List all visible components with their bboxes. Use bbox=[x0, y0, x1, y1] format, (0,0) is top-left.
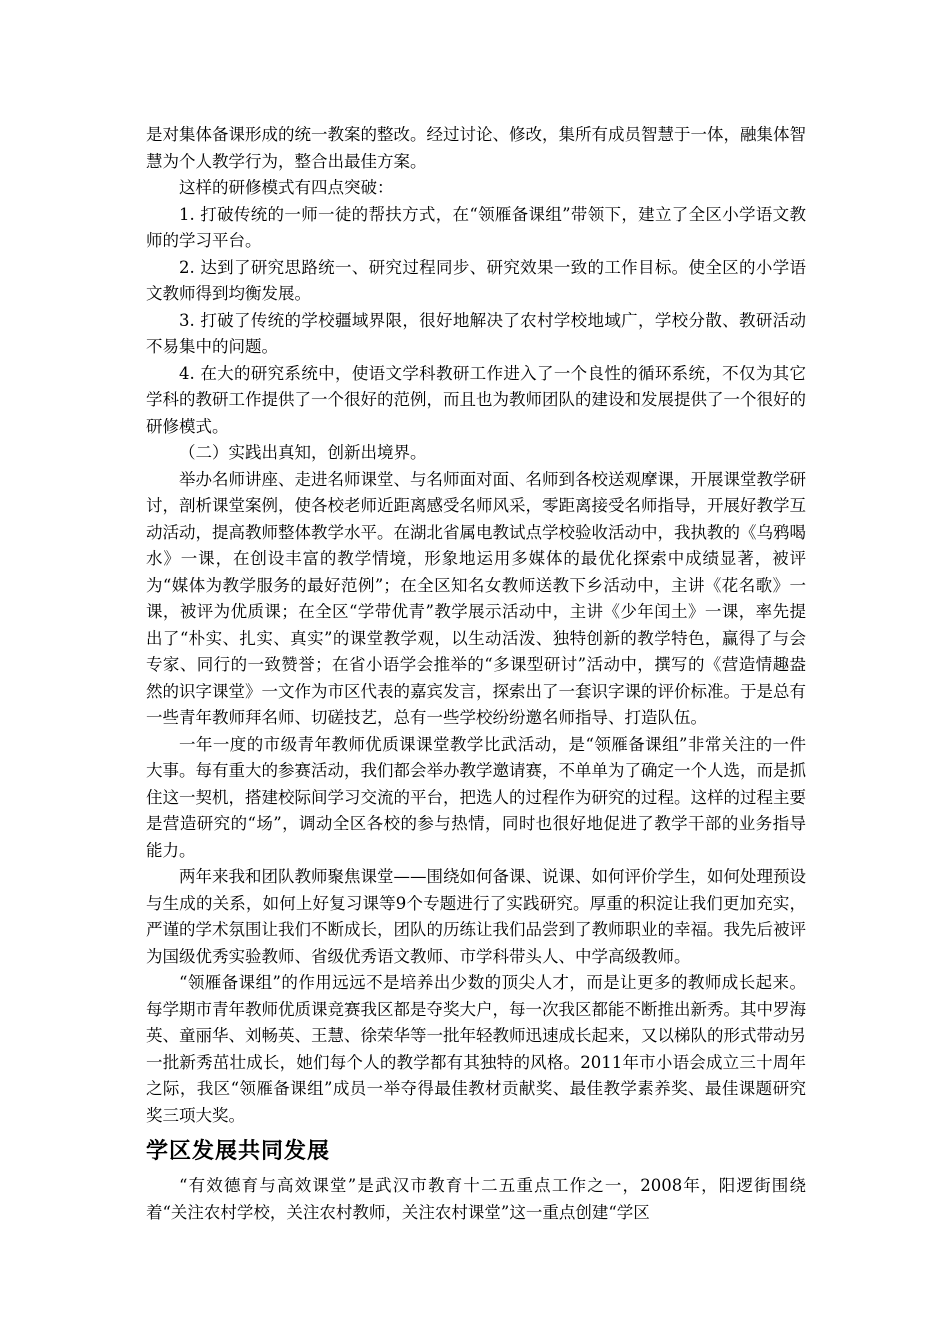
paragraph: 是对集体备课形成的统一教案的整改。经过讨论、修改，集所有成员智慧于一体，融集体智慧为个人教学行为，整合出最佳方案。 bbox=[146, 125, 806, 171]
document-page bbox=[146, 122, 806, 1226]
paragraph: 3. 打破了传统的学校疆域界限，很好地解决了农村学校地域广，学校分散、教研活动不易集中的问题。 bbox=[146, 310, 806, 356]
section-heading: 学区发展共同发展 bbox=[146, 1139, 331, 1164]
paragraph: 这样的研修模式有四点突破： bbox=[179, 178, 394, 197]
paragraph: “领雁备课组”的作用远远不是培养出少数的顶尖人才，而是让更多的教师成长起来。每学期市青年教师优质课竞赛我区都是夺奖大户，每一次我区都能不断推出新秀。其中罗海英、童丽华、刘畅英、王慧、徐荣华等一批年轻教师迅速成长起来，又以梯队的形式带动另一批新秀茁壮成长，她们每个人的教学都有其独特的风格。2011年市小语会成立三十周年之际，我区“领雁备课组”成员一举夺得最佳教材贡献奖、最佳教学素养奖、最佳课题研究奖三项大奖。 bbox=[146, 973, 806, 1125]
paragraph: 4. 在大的研究系统中，使语文学科教研工作进入了一个良性的循环系统，不仅为其它学科的教研工作提供了一个很好的范例，而且也为教师团队的建设和发展提供了一个很好的研修模式。 bbox=[146, 363, 806, 436]
paragraph: “有效德育与高效课堂”是武汉市教育十二五重点工作之一，2008年，阳逻街围绕着“关注农村学校，关注农村教师，关注农村课堂”这一重点创建“学区 bbox=[146, 1176, 806, 1222]
paragraph: 2. 达到了研究思路统一、研究过程同步、研究效果一致的工作目标。使全区的小学语文教师得到均衡发展。 bbox=[146, 257, 806, 303]
paragraph: 两年来我和团队教师聚焦课堂——围绕如何备课、说课、如何评价学生，如何处理预设与生成的关系，如何上好复习课等9个专题进行了实践研究。厚重的积淀让我们更加充实，严谨的学术氛围让我们不断成长，团队的历练让我们品尝到了教师职业的幸福。我先后被评为国级优秀实验教师、省级优秀语文教师、市学科带头人、中学高级教师。 bbox=[146, 867, 806, 966]
paragraph: 1. 打破传统的一师一徒的帮扶方式，在“领雁备课组”带领下，建立了全区小学语文教师的学习平台。 bbox=[146, 204, 806, 250]
paragraph: 举办名师讲座、走进名师课堂、与名师面对面、名师到各校送观摩课，开展课堂教学研讨，剖析课堂案例，使各校老师近距离感受名师风采，零距离接受名师指导，开展好教学互动活动，提高教师整体教学水平。在湖北省属电教试点学校验收活动中，我执教的《乌鸦喝水》一课，在创设丰富的教学情境，形象地运用多媒体的最优化探索中成绩显著，被评为“媒体为教学服务的最好范例”；在全区知名女教师送教下乡活动中，主讲《花名歌》一课，被评为优质课；在全区“学带优青”教学展示活动中，主讲《少年闰土》一课，率先提出了“朴实、扎实、真实”的课堂教学观，以生动活泼、独特创新的教学特色，赢得了与会专家、同行的一致赞誉；在省小语学会推举的“多课型研讨”活动中，撰写的《营造情趣盎然的识字课堂》一文作为市区代表的嘉宾发言，探索出了一套识字课的评价标准。于是总有一些青年教师拜名师、切磋技艺，总有一些学校纷纷邀名师指导、打造队伍。 bbox=[146, 469, 806, 727]
paragraph: 一年一度的市级青年教师优质课课堂教学比武活动，是“领雁备课组”非常关注的一件大事。每有重大的参赛活动，我们都会举办教学邀请赛，不单单为了确定一个人选，而是抓住这一契机，搭建校际间学习交流的平台，把选人的过程作为研究的过程。这样的过程主要是营造研究的“场”，调动全区各校的参与热情，同时也很好地促进了教学干部的业务指导能力。 bbox=[146, 734, 806, 860]
subsection-heading: （二）实践出真知，创新出境界。 bbox=[179, 443, 427, 462]
